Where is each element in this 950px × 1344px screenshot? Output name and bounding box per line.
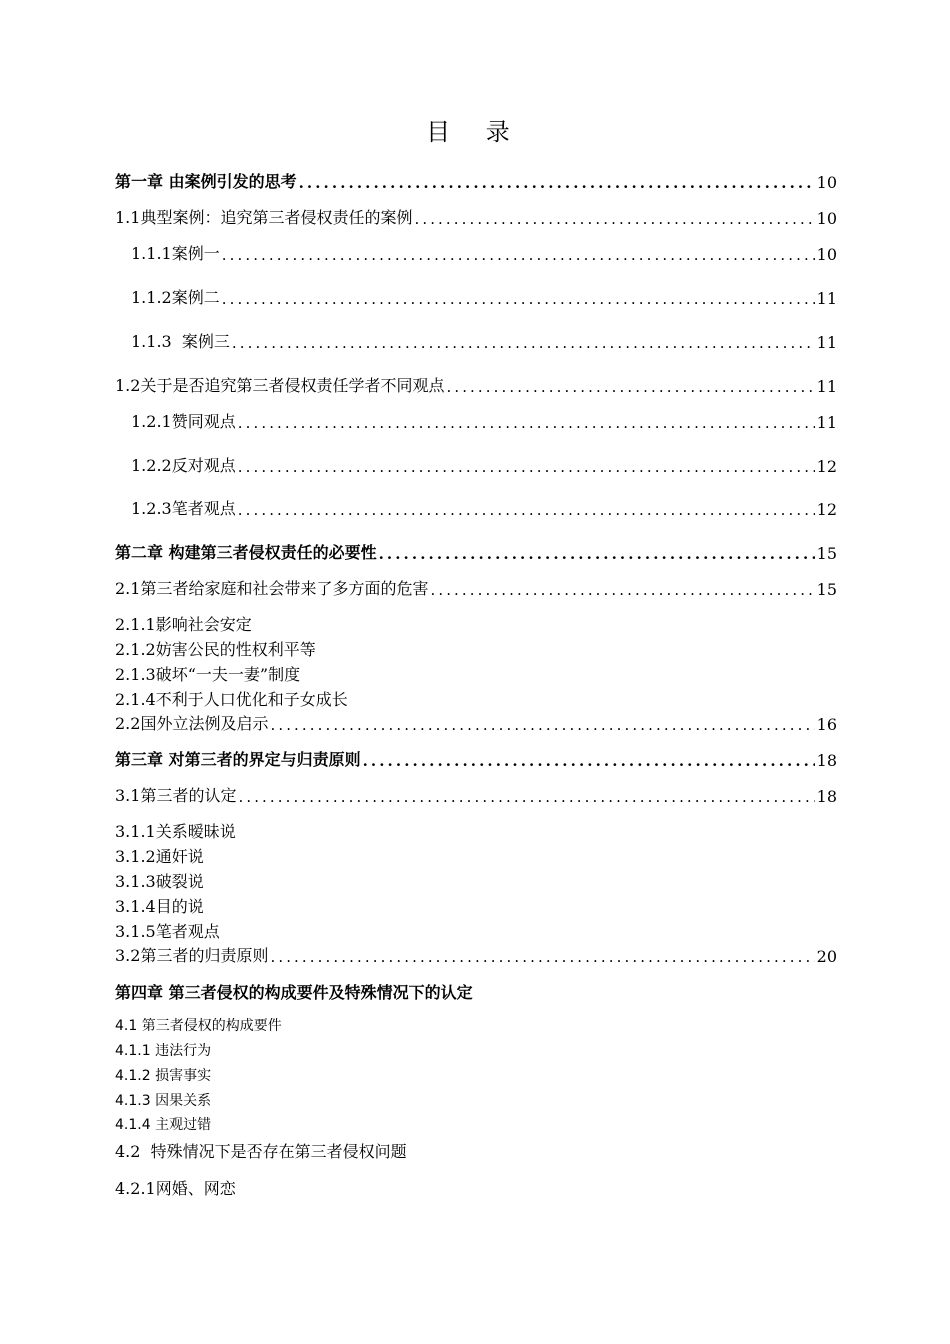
toc-entry-4-2-1[interactable]: 4.2.1网婚、网恋: [115, 1179, 236, 1198]
toc-entry-label: 第二章 构建第三者侵权责任的必要性: [115, 543, 377, 562]
dot-leader: [430, 581, 814, 599]
toc-page-number: 20: [816, 947, 837, 966]
toc-entry-label: 1.2关于是否追究第三者侵权责任学者不同观点: [115, 376, 445, 395]
toc-title: 目 录: [426, 118, 524, 146]
toc-page-number: 16: [816, 715, 837, 734]
toc-entry-label: 1.2.3笔者观点: [131, 499, 236, 518]
dot-leader: [222, 246, 815, 264]
toc-entry-1-1-1[interactable]: [131, 240, 837, 264]
toc-entry-2-1-1[interactable]: 2.1.1影响社会安定: [115, 615, 252, 634]
toc-entry-3-1-4[interactable]: 3.1.4目的说: [115, 897, 204, 916]
toc-entry-1-1-2[interactable]: [131, 284, 837, 308]
toc-page-number: 11: [816, 413, 837, 432]
toc-page-number: 10: [816, 245, 837, 264]
toc-entry-label: 1.2.1赞同观点: [131, 412, 236, 431]
toc-entry-chapter-2[interactable]: [115, 539, 837, 563]
toc-entry-2-1-2[interactable]: 2.1.2妨害公民的性权利平等: [115, 640, 316, 659]
toc-entry-1-2-3[interactable]: [131, 495, 837, 519]
toc-entry-3-1-1[interactable]: 3.1.1关系暧昧说: [115, 822, 236, 841]
toc-entry-4-1-1[interactable]: 4.1.1 违法行为: [115, 1043, 212, 1059]
dot-leader: [446, 378, 814, 396]
toc-page-number: 18: [816, 787, 837, 806]
toc-page-number: 11: [816, 289, 837, 308]
dot-leader: [379, 545, 815, 563]
toc-entry-label: 3.2第三者的归责原则: [115, 946, 269, 965]
dot-leader: [299, 174, 815, 192]
toc-entry-label: 1.1.2案例二: [131, 288, 220, 307]
toc-page-number: 12: [816, 457, 837, 476]
dot-leader: [238, 788, 814, 806]
toc-entry-1-2[interactable]: [115, 372, 837, 396]
toc-entry-3-1[interactable]: [115, 782, 837, 806]
toc-page-number: 15: [816, 544, 837, 563]
toc-entry-label: 3.1第三者的认定: [115, 786, 237, 805]
toc-page-number: 10: [816, 209, 837, 228]
toc-entry-label: 2.2国外立法例及启示: [115, 714, 269, 733]
toc-entry-chapter-1[interactable]: [115, 168, 837, 192]
toc-entry-4-2[interactable]: 4.2 特殊情况下是否存在第三者侵权问题: [115, 1142, 407, 1161]
toc-entry-4-1[interactable]: 4.1 第三者侵权的构成要件: [115, 1018, 282, 1034]
dot-leader: [222, 290, 815, 308]
toc-entry-2-1[interactable]: [115, 575, 837, 599]
toc-entry-label: 1.1典型案例：追究第三者侵权责任的案例: [115, 208, 413, 227]
toc-entry-label: 1.1.1案例一: [131, 244, 220, 263]
toc-entry-3-1-5[interactable]: 3.1.5笔者观点: [115, 922, 220, 941]
toc-page-number: 10: [816, 173, 837, 192]
toc-entry-2-1-3[interactable]: 2.1.3破坏“一夫一妻”制度: [115, 665, 301, 684]
toc-page-number: 15: [816, 580, 837, 599]
toc-entry-chapter-3[interactable]: [115, 746, 837, 770]
dot-leader: [414, 210, 814, 228]
toc-entry-1-2-2[interactable]: [131, 452, 837, 476]
toc-entry-1-2-1[interactable]: [131, 408, 837, 432]
toc-entry-3-1-3[interactable]: 3.1.3破裂说: [115, 872, 204, 891]
dot-leader: [238, 458, 815, 476]
toc-entry-label: 第三章 对第三者的界定与归责原则: [115, 750, 361, 769]
toc-entry-1-1-3[interactable]: [131, 328, 837, 352]
toc-entry-4-1-3[interactable]: 4.1.3 因果关系: [115, 1093, 212, 1109]
toc-entry-1-1[interactable]: [115, 204, 837, 228]
toc-entry-2-1-4[interactable]: 2.1.4不利于人口优化和子女成长: [115, 690, 348, 709]
toc-entry-label: 1.1.3 案例三: [131, 332, 230, 351]
toc-entry-chapter-4[interactable]: 第四章 第三者侵权的构成要件及特殊情况下的认定: [115, 983, 473, 1002]
dot-leader: [363, 752, 815, 770]
toc-page-number: 18: [816, 751, 837, 770]
dot-leader: [270, 948, 814, 966]
toc-entry-label: 2.1第三者给家庭和社会带来了多方面的危害: [115, 579, 429, 598]
toc-entry-label: 1.2.2反对观点: [131, 456, 236, 475]
toc-entry-3-2[interactable]: [115, 942, 837, 966]
toc-entry-2-2[interactable]: [115, 710, 837, 734]
dot-leader: [238, 414, 815, 432]
dot-leader: [238, 501, 815, 519]
toc-page-number: 11: [816, 377, 837, 396]
toc-entry-4-1-4[interactable]: 4.1.4 主观过错: [115, 1117, 212, 1133]
toc-entry-3-1-2[interactable]: 3.1.2通奸说: [115, 847, 204, 866]
toc-page-number: 11: [816, 333, 837, 352]
toc-entry-label: 第一章 由案例引发的思考: [115, 172, 297, 191]
dot-leader: [232, 334, 815, 352]
dot-leader: [270, 716, 814, 734]
toc-page-number: 12: [816, 500, 837, 519]
toc-entry-4-1-2[interactable]: 4.1.2 损害事实: [115, 1068, 212, 1084]
